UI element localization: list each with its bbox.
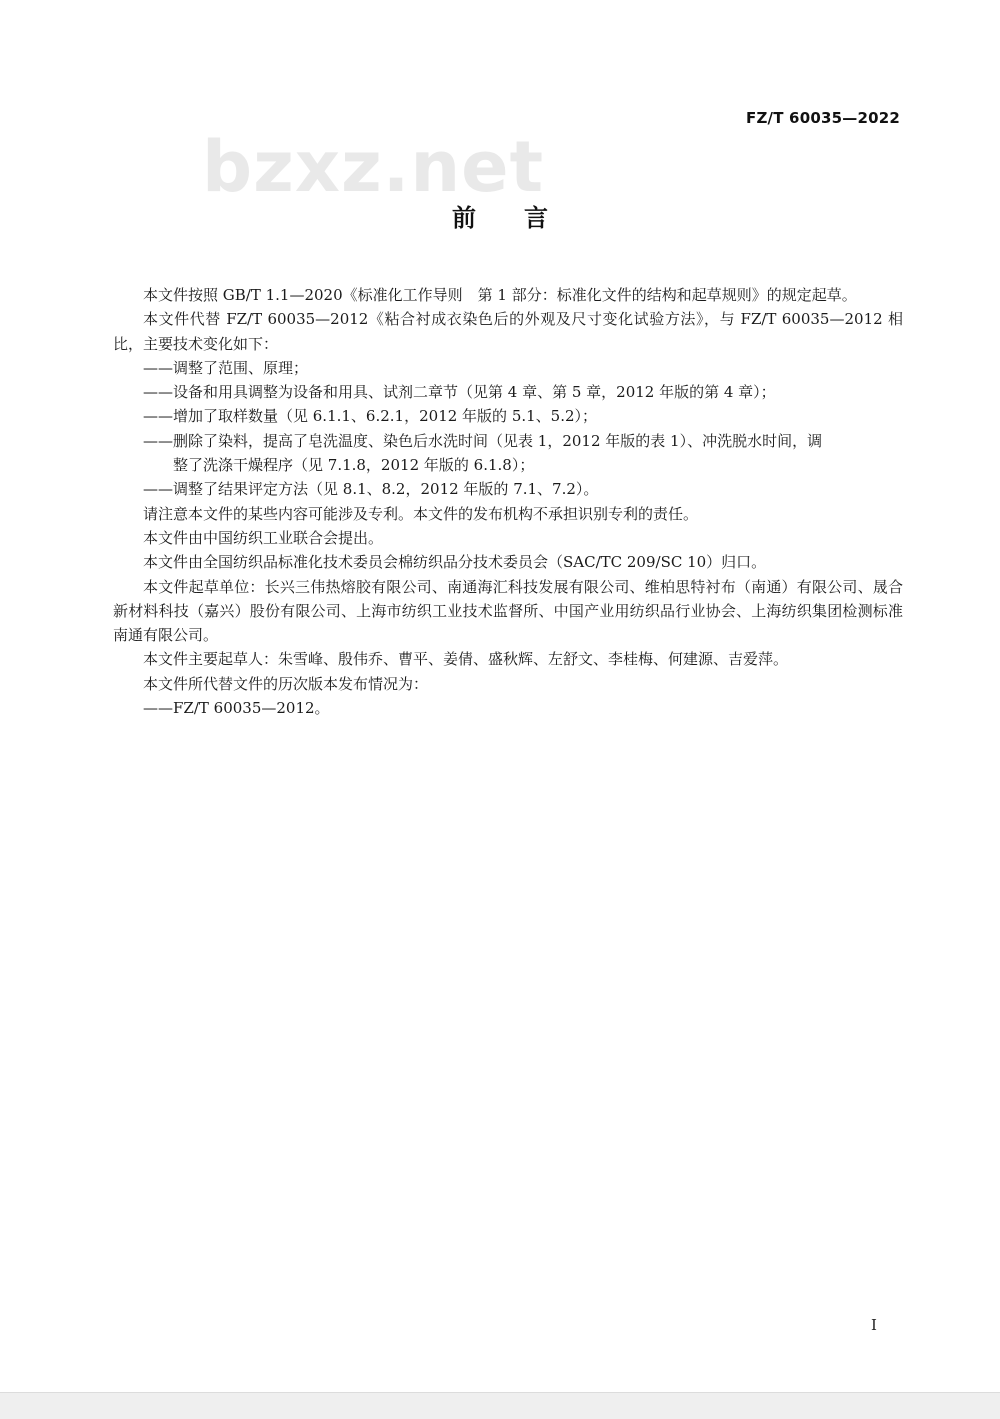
change-item-evaluation: ——调整了结果评定方法（见 8.1、8.2，2012 年版的 7.1、7.2）。	[143, 480, 599, 499]
paragraph-drafters: 本文件主要起草人：朱雪峰、殷伟乔、曹平、姜倩、盛秋辉、左舒文、李桂梅、何建源、吉爱萍。	[143, 650, 789, 669]
version-item: ——FZ/T 60035—2012。	[143, 699, 330, 718]
paragraph-proposer: 本文件由中国纺织工业联合会提出。	[143, 528, 384, 547]
page-bottom-edge	[0, 1392, 1000, 1419]
foreword-body	[113, 283, 903, 720]
watermark-logo: bzxz.net	[202, 126, 545, 208]
change-item-scope: ——调整了范围、原理；	[143, 358, 309, 377]
page-title: 前言	[452, 204, 596, 232]
change-item-equipment: ——设备和用具调整为设备和用具、试剂二章节（见第 4 章、第 5 章，2012 年版的第 4 章）；	[143, 383, 776, 402]
change-item-dye-removal-line2: 整了洗涤干燥程序（见 7.1.8，2012 年版的 6.1.8）；	[173, 456, 535, 475]
paragraph-replacement: 本文件代替 FZ/T 60035—2012《粘合衬成衣染色后的外观及尺寸变化试验方法》，与 FZ/T 60035—2012 相比，主要技术变化如下：	[113, 310, 903, 353]
change-item-dye-removal-line1: ——删除了染料，提高了皂洗温度、染色后水洗时间（见表 1，2012 年版的表 1）、冲洗脱水时间，调	[143, 431, 823, 450]
paragraph-version-history: 本文件所代替文件的历次版本发布情况为：	[143, 674, 429, 693]
paragraph-committee: 本文件由全国纺织品标准化技术委员会棉纺织品分技术委员会（SAC/TC 209/SC 10）归口。	[143, 553, 767, 572]
change-item-sampling: ——增加了取样数量（见 6.1.1、6.2.1，2012 年版的 5.1、5.2）；	[143, 407, 598, 426]
page-number: I	[871, 1316, 877, 1334]
paragraph-drafting-rules: 本文件按照 GB/T 1.1—2020《标准化工作导则 第 1 部分：标准化文件的结构和起草规则》的规定起草。	[143, 286, 857, 304]
change-item-dye-removal	[113, 429, 903, 478]
standard-number: FZ/T 60035—2022	[746, 109, 900, 127]
paragraph-drafting-units: 本文件起草单位：长兴三伟热熔胶有限公司、南通海汇科技发展有限公司、维柏思特衬布（南通）有限公司、晟合新材料科技（嘉兴）股份有限公司、上海市纺织工业技术监督所、中国产业用纺织品行业协会、上海纺织集团检测标准南通有限公司。	[113, 577, 903, 645]
paragraph-patent-notice: 请注意本文件的某些内容可能涉及专利。本文件的发布机构不承担识别专利的责任。	[143, 504, 699, 523]
